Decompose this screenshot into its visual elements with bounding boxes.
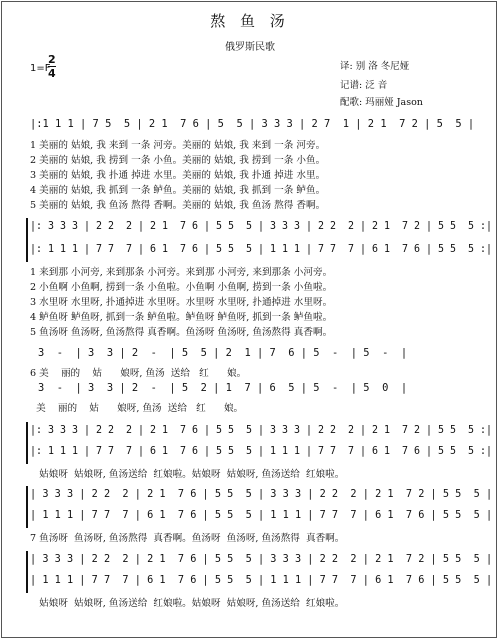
system-brace xyxy=(26,551,28,593)
notation-line: | 3 3 3 | 2 2 2 | 2 1 7 6 | 5 5 5 | 3 3 3 | 2 2 2 | 2 1 7 2 | 5 5 5 | xyxy=(30,488,493,500)
notation-line: 3 - | 3 3 | 2 - | 5 5 | 2 1 | 7 6 | 5 - | 5 - | xyxy=(38,347,408,359)
lyric-line: 7 鱼汤呀 鱼汤呀, 鱼汤熬得 真香啊。鱼汤呀 鱼汤呀, 鱼汤熬得 真香啊。 xyxy=(30,533,345,544)
lyric-line: 6 美 丽的 姑 娘呀, 鱼汤 送给 红 娘。 xyxy=(30,368,247,379)
lyric-line: 2 美丽的 姑娘, 我 捞到 一条 小鱼。美丽的 姑娘, 我 捞到 一条 小鱼。 xyxy=(30,155,326,166)
lyric-line: 1 美丽的 姑娘, 我 来到 一条 河旁。美丽的 姑娘, 我 来到 一条 河旁。 xyxy=(30,140,326,151)
time-signature xyxy=(48,54,56,79)
lyric-line: 姑娘呀 姑娘呀, 鱼汤送给 红娘啦。姑娘呀 姑娘呀, 鱼汤送给 红娘啦。 xyxy=(30,469,345,480)
notation-line: |: 3 3 3 | 2 2 2 | 2 1 7 6 | 5 5 5 | 3 3 3 | 2 2 2 | 2 1 7 2 | 5 5 5 :| xyxy=(30,220,492,232)
song-subtitle: 俄罗斯民歌 xyxy=(225,42,275,53)
notation-line: | 1 1 1 | 7 7 7 | 6 1 7 6 | 5 5 5 | 1 1 1 | 7 7 7 | 6 1 7 6 | 5 5 5 | xyxy=(30,574,493,586)
notation-line: |: 1 1 1 | 7 7 7 | 6 1 7 6 | 5 5 5 | 1 1 1 | 7 7 7 | 6 1 7 6 | 5 5 5 :| xyxy=(30,243,492,255)
song-title: 熬 鱼 汤 xyxy=(210,12,290,30)
meter-top: 2 xyxy=(48,53,56,66)
lyric-line: 1 来到那 小河旁, 来到那条 小河旁。来到那 小河旁, 来到那条 小河旁。 xyxy=(30,267,333,278)
meter-bottom: 4 xyxy=(48,67,56,80)
credit-lyrics: 配歌: 玛丽娅 Jason xyxy=(340,97,423,108)
notation-line: |: 1 1 1 | 7 7 7 | 6 1 7 6 | 5 5 5 | 1 1 1 | 7 7 7 | 6 1 7 6 | 5 5 5 :| xyxy=(30,445,492,457)
lyric-line: 5 鱼汤呀 鱼汤呀, 鱼汤熬得 真香啊。鱼汤呀 鱼汤呀, 鱼汤熬得 真香啊。 xyxy=(30,327,333,338)
credit-translator: 译: 别 洛 冬尼娅 xyxy=(340,61,410,72)
notation-line: |: 3 3 3 | 2 2 2 | 2 1 7 6 | 5 5 5 | 3 3 3 | 2 2 2 | 2 1 7 2 | 5 5 5 :| xyxy=(30,424,492,436)
notation-line: | 3 3 3 | 2 2 2 | 2 1 7 6 | 5 5 5 | 3 3 3 | 2 2 2 | 2 1 7 2 | 5 5 5 | xyxy=(30,553,493,565)
credit-notation: 记谱: 泛 音 xyxy=(340,80,388,91)
notation-line: |:1 1 1 | 7 5 5 | 2 1 7 6 | 5 5 | 3 3 3 | 2 7 1 | 2 1 7 2 | 5 5 | xyxy=(30,118,475,130)
lyric-line: 美 丽的 姑 娘呀, 鱼汤 送给 红 娘。 xyxy=(30,403,244,414)
lyric-line: 3 水里呀 水里呀, 扑通掉进 水里呀。水里呀 水里呀, 扑通掉进 水里呀。 xyxy=(30,297,333,308)
key-signature: 1=F xyxy=(30,63,51,74)
lyric-line: 2 小鱼啊 小鱼啊, 捞到一条 小鱼啦。小鱼啊 小鱼啊, 捞到一条 小鱼啦。 xyxy=(30,282,333,293)
lyric-line: 姑娘呀 姑娘呀, 鱼汤送给 红娘啦。姑娘呀 姑娘呀, 鱼汤送给 红娘啦。 xyxy=(30,598,345,609)
system-brace xyxy=(26,486,28,528)
lyric-line: 4 鲈鱼呀 鲈鱼呀, 抓到一条 鲈鱼啦。鲈鱼呀 鲈鱼呀, 抓到一条 鲈鱼啦。 xyxy=(30,312,333,323)
lyric-line: 4 美丽的 姑娘, 我 抓到 一条 鲈鱼。美丽的 姑娘, 我 抓到 一条 鲈鱼。 xyxy=(30,185,326,196)
system-brace xyxy=(26,422,28,464)
notation-line: | 1 1 1 | 7 7 7 | 6 1 7 6 | 5 5 5 | 1 1 1 | 7 7 7 | 6 1 7 6 | 5 5 5 | xyxy=(30,509,493,521)
system-brace xyxy=(26,218,28,262)
notation-line: 3 - | 3 3 | 2 - | 5 2 | 1 7 | 6 5 | 5 - | 5 0 | xyxy=(38,382,408,394)
lyric-line: 3 美丽的 姑娘, 我 扑通 掉进 水里。美丽的 姑娘, 我 扑通 掉进 水里。 xyxy=(30,170,326,181)
lyric-line: 5 美丽的 姑娘, 我 鱼汤 熬得 香啊。美丽的 姑娘, 我 鱼汤 熬得 香啊。 xyxy=(30,200,326,211)
